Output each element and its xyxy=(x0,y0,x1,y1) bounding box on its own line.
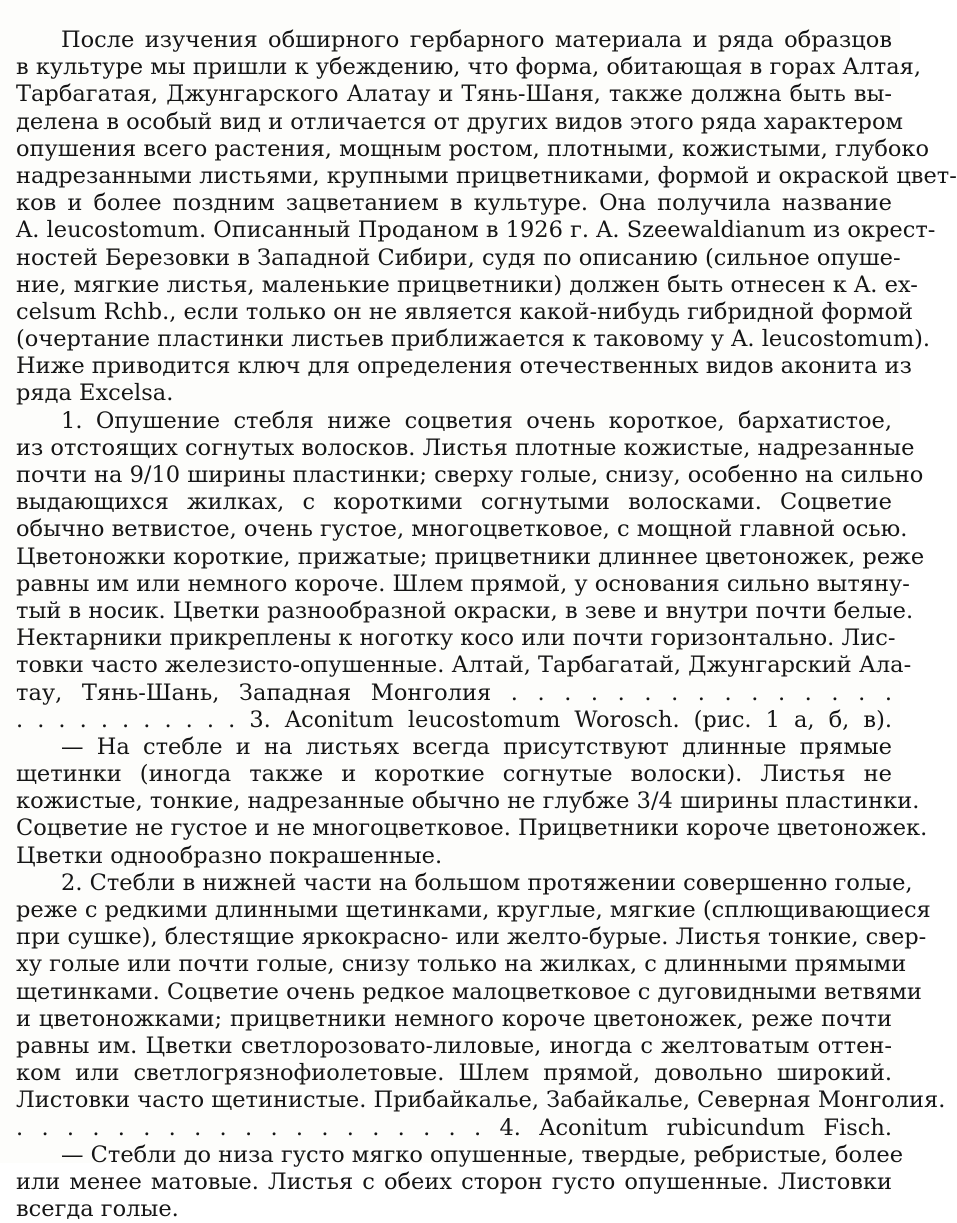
text-line: кожистые, тонкие, надрезанные обычно не глубже 3/4 ширины пластинки. xyxy=(16,788,920,815)
text-line: ков и более поздним зацветанием в культуре. Она получила название xyxy=(16,190,892,217)
text-line: щетинки (иногда также и короткие согнутые волоски). Листья не xyxy=(16,761,892,788)
text-line: опушения всего растения, мощным ростом, плотными, кожистыми, глубоко xyxy=(16,135,930,162)
text-line: A. leucostomum. Описанный Проданом в 1926 г. A. Szeewaldianum из окрест- xyxy=(16,217,936,244)
text-line: щетинками. Соцветие очень редкое малоцветковое с дуговидными ветвями xyxy=(16,978,922,1005)
text-line: Листовки часто щетинистые. Прибайкалье, Забайкалье, Северная Монголия. xyxy=(16,1087,946,1114)
paragraph-key-1 xyxy=(16,407,925,734)
text-line: в культуре мы пришли к убеждению, что форма, обитающая в горах Алтая, xyxy=(16,54,921,81)
text-line: ряда Excelsa. xyxy=(16,380,174,407)
text-line: товки часто железисто-опушенные. Алтай, Тарбагатай, Джунгарский Ала- xyxy=(16,652,912,679)
text-line: равны им или немного короче. Шлем прямой, у основания сильно вытяну- xyxy=(16,570,910,597)
text-line: из отстоящих согнутых волосков. Листья плотные кожистые, надрезанные xyxy=(16,434,915,461)
text-line: Ниже приводится ключ для определения отечественных видов аконита из xyxy=(16,353,912,380)
document-body xyxy=(16,27,957,1223)
text-line: реже с редкими длинными щетинками, круглые, мягкие (сплющивающиеся xyxy=(16,897,931,923)
text-line: celsum Rchb., если только он не является какой-нибудь гибридной формой xyxy=(16,298,914,325)
text-line: ком или светлогрязнофиолетовые. Шлем прямой, довольно широкий. xyxy=(16,1060,892,1087)
text-line: тый в носик. Цветки разнообразной окраски, в зеве и внутри почти белые. xyxy=(16,597,914,624)
text-line: — Стебли до низа густо мягко опушенные, твердые, ребристые, более xyxy=(61,1141,904,1168)
text-line: Тарбагатая, Джунгарского Алатау и Тянь-Шаня, также должна быть вы- xyxy=(16,81,892,108)
text-line: Цветки однообразно покрашенные. xyxy=(16,842,443,869)
text-line: . . . . . . . . . . . . . . . . . . . 4. Aconitum rubicundum Fisch. xyxy=(16,1114,892,1141)
text-line: ние, мягкие листья, маленькие прицветники) должен быть отнесен к A. ex- xyxy=(16,271,918,298)
text-line: (очертание пластинки листьев приближается к таковому у A. leucostomum). xyxy=(16,326,931,353)
paragraph-key-2 xyxy=(16,869,946,1142)
cropped-top-margin xyxy=(16,0,892,27)
text-line: 2. Стебли в нижней части на большом протяжении совершенно голые, xyxy=(61,869,913,896)
text-line: делена в особый вид и отличается от других видов этого ряда характером xyxy=(16,108,904,135)
text-line: Нектарники прикреплены к ноготку косо или почти горизонтально. Лис- xyxy=(16,625,896,652)
text-line: обычно ветвистое, очень густое, многоцветковое, с мощной главной осью. xyxy=(16,516,908,543)
text-line: 1. Опушение стебля ниже соцветия очень короткое, бархатистое, xyxy=(61,407,892,434)
text-line: . . . . . . . . . . . 3. Aconitum leucostomum Worosch. (рис. 1 а, б, в). xyxy=(16,706,892,733)
text-line: После изучения обширного гербарного материала и ряда образцов xyxy=(61,27,892,53)
text-line: ху голые или почти голые, снизу только на жилках, с длинными прямыми xyxy=(16,951,907,978)
text-line: Цветоножки короткие, прижатые; прицветники длиннее цветоножек, реже xyxy=(16,543,925,570)
paragraph-intro xyxy=(16,27,957,408)
text-line: равны им. Цветки светлорозовато-лиловые, иногда с желтоватым оттен- xyxy=(16,1032,892,1059)
text-line: всегда голые. xyxy=(16,1196,179,1223)
text-line: ностей Березовки в Западной Сибири, судя по описанию (сильное опуше- xyxy=(16,244,901,271)
text-line: надрезанными листьями, крупными прицветниками, формой и окраской цвет- xyxy=(16,162,957,189)
text-line: — На стебле и на листьях всегда присутствуют длинные прямые xyxy=(61,733,892,760)
text-line: и цветоножками; прицветники немного короче цветоножек, реже почти xyxy=(16,1005,892,1032)
paragraph-key-1b xyxy=(16,733,928,870)
paragraph-key-2b xyxy=(16,1141,904,1223)
text-line: Соцветие не густое и не многоцветковое. Прицветники короче цветоножек. xyxy=(16,815,928,842)
text-line: выдающихся жилках, с короткими согнутыми волосками. Соцветие xyxy=(16,489,892,516)
text-line: при сушке), блестящие яркокрасно- или желто-бурые. Листья тонкие, свер- xyxy=(16,924,927,951)
text-line: или менее матовые. Листья с обеих сторон густо опушенные. Листовки xyxy=(16,1168,892,1195)
text-line: почти на 9/10 ширины пластинки; сверху голые, снизу, особенно на сильно xyxy=(16,462,924,488)
text-line: тау, Тянь-Шань, Западная Монголия . . . . . . . . . . . . . . . xyxy=(16,679,892,706)
